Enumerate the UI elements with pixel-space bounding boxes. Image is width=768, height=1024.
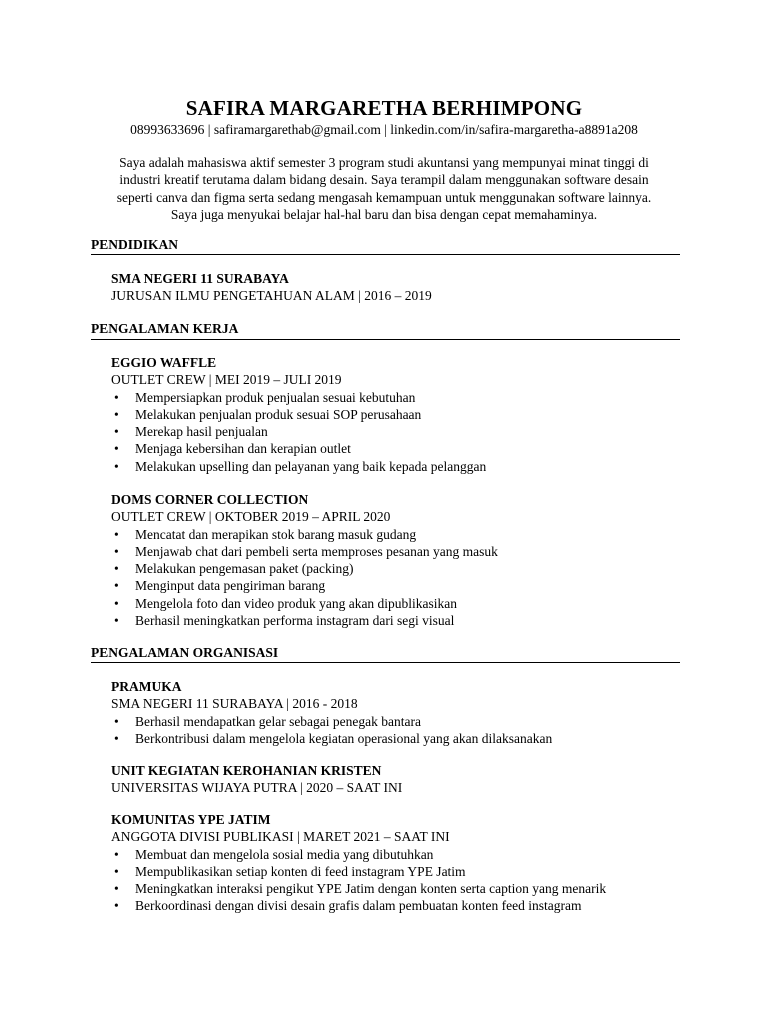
resume-name: SAFIRA MARGARETHA BERHIMPONG xyxy=(185,96,583,120)
bullet-item: • Mencatat dan merapikan stok barang masuk gudang xyxy=(111,526,681,543)
section-heading-education: PENDIDIKAN xyxy=(91,237,179,252)
bullet-item: • Mengelola foto dan video produk yang akan dipublikasikan xyxy=(111,595,681,612)
entry-organization: KOMUNITAS YPE JATIM xyxy=(111,812,271,827)
summary-line: seperti canva dan figma serta sedang mengasah kemampuan untuk menggunakan software lainnya. xyxy=(116,189,652,205)
entry-detail: JURUSAN ILMU PENGETAHUAN ALAM | 2016 – 2019 xyxy=(111,288,432,304)
organization-entry xyxy=(111,762,681,797)
entry-detail: UNIVERSITAS WIJAYA PUTRA | 2020 – SAAT INI xyxy=(111,780,403,796)
education-entry xyxy=(111,270,681,305)
entry-organization: SMA NEGERI 11 SURABAYA xyxy=(111,271,289,286)
section-divider xyxy=(91,254,680,255)
bullet-list xyxy=(111,389,681,475)
entry-organization: UNIT KEGIATAN KEROHANIAN KRISTEN xyxy=(111,763,382,778)
organization-entry xyxy=(111,811,681,915)
bullet-item: • Melakukan pengemasan paket (packing) xyxy=(111,560,681,577)
bullet-item: • Melakukan upselling dan pelayanan yang baik kepada pelanggan xyxy=(111,458,681,475)
bullet-item: • Berhasil mendapatkan gelar sebagai penegak bantara xyxy=(111,713,681,730)
section-heading-organization: PENGALAMAN ORGANISASI xyxy=(91,645,279,660)
bullet-item: • Menjawab chat dari pembeli serta memproses pesanan yang masuk xyxy=(111,543,681,560)
bullet-list xyxy=(111,846,681,915)
summary-line: Saya adalah mahasiswa aktif semester 3 program studi akuntansi yang mempunyai minat tinggi di xyxy=(119,155,649,170)
entry-organization: DOMS CORNER COLLECTION xyxy=(111,492,309,507)
bullet-item: • Menginput data pengiriman barang xyxy=(111,577,681,594)
work-entry xyxy=(111,491,681,629)
bullet-item: • Membuat dan mengelola sosial media yang dibutuhkan xyxy=(111,846,681,863)
entry-detail: OUTLET CREW | MEI 2019 – JULI 2019 xyxy=(111,372,342,388)
bullet-item: • Mempersiapkan produk penjualan sesuai kebutuhan xyxy=(111,389,681,406)
entry-detail: OUTLET CREW | OKTOBER 2019 – APRIL 2020 xyxy=(111,509,391,525)
entry-organization: EGGIO WAFFLE xyxy=(111,355,217,370)
entry-detail: SMA NEGERI 11 SURABAYA | 2016 - 2018 xyxy=(111,696,358,712)
organization-entry xyxy=(111,678,681,747)
bullet-item: • Melakukan penjualan produk sesuai SOP perusahaan xyxy=(111,406,681,423)
section-divider xyxy=(91,662,680,663)
summary-line: Saya juga menyukai belajar hal-hal baru dan bisa dengan cepat memahaminya. xyxy=(170,206,598,222)
work-entry xyxy=(111,354,681,475)
bullet-item: • Berkoordinasi dengan divisi desain grafis dalam pembuatan konten feed instagram xyxy=(111,897,681,914)
bullet-item: • Meningkatkan interaksi pengikut YPE Jatim dengan konten serta caption yang menarik xyxy=(111,880,681,897)
bullet-item: • Berkontribusi dalam mengelola kegiatan operasional yang akan dilaksanakan xyxy=(111,730,681,747)
section-heading-work: PENGALAMAN KERJA xyxy=(91,321,239,336)
contact-line: 08993633696 | safiramargarethab@gmail.com | linkedin.com/in/safira-margaretha-a8891a208 xyxy=(130,122,638,137)
bullet-item: • Menjaga kebersihan dan kerapian outlet xyxy=(111,440,681,457)
bullet-list xyxy=(111,713,681,748)
bullet-item: • Mempublikasikan setiap konten di feed instagram YPE Jatim xyxy=(111,863,681,880)
summary-line: industri kreatif terutama dalam bidang desain. Saya terampil dalam menggunakan software desain xyxy=(119,172,649,188)
entry-detail: ANGGOTA DIVISI PUBLIKASI | MARET 2021 – SAAT INI xyxy=(111,829,450,845)
summary-paragraph xyxy=(110,154,658,223)
section-divider xyxy=(91,339,680,340)
entry-organization: PRAMUKA xyxy=(111,679,182,694)
bullet-list xyxy=(111,526,681,630)
bullet-item: • Merekap hasil penjualan xyxy=(111,423,681,440)
bullet-item: • Berhasil meningkatkan performa instagram dari segi visual xyxy=(111,612,681,629)
